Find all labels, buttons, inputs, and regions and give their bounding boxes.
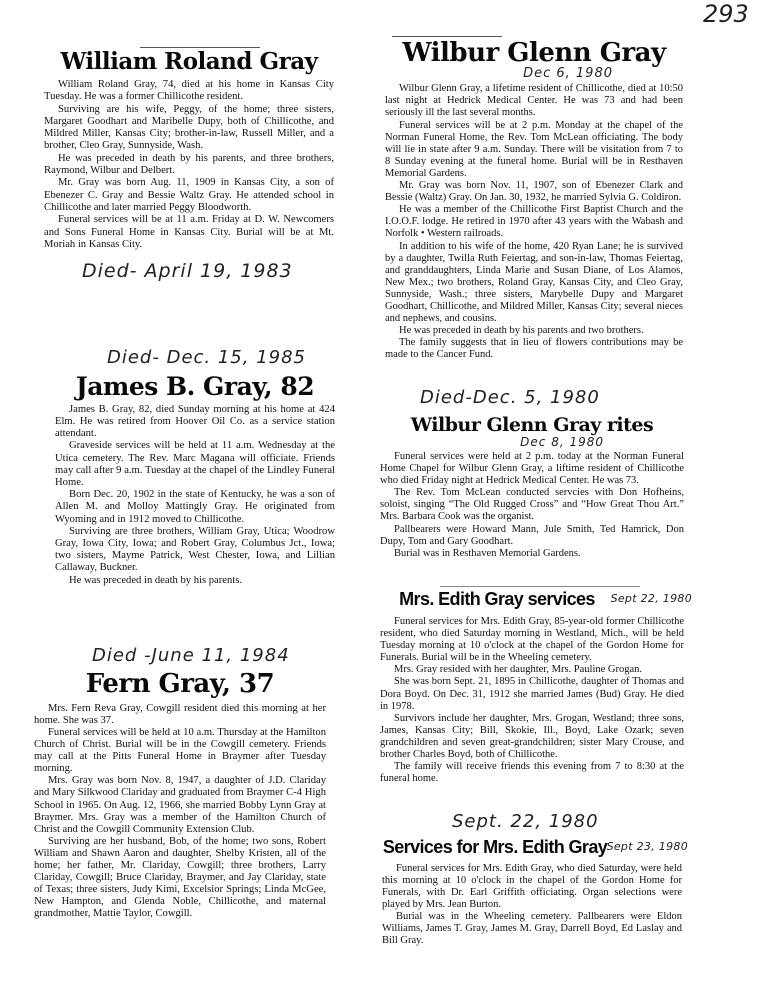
handwritten-date: Sept 22, 1980 (610, 592, 692, 605)
handwritten-death-date: Died- April 19, 1983 (82, 260, 293, 283)
article-body (382, 863, 682, 948)
paragraph: Mr. Gray was born Aug. 11, 1909 in Kansas City, a son of Ebenezer C. Gray and Bessie Waltz Gray. He attended school in Chillicothe and later married Peggy Bloodworth. (44, 177, 334, 213)
headline: Fern Gray, 37 (85, 668, 275, 699)
paragraph: Funeral services were held at 2 p.m. today at the Norman Funeral Home Chapel for Wilbur Glenn Gray, a liftime resident of Chillicothe who died Friday night at Hedrick Medical Center. He was 73. (380, 450, 684, 487)
paragraph: Mrs. Fern Reva Gray, Cowgill resident died this morning at her home. She was 37. (34, 702, 326, 726)
clipping-wilbur-glenn-gray (385, 40, 683, 361)
article-body (34, 703, 326, 921)
handwritten-date: Sept 23, 1980 (606, 839, 688, 853)
paragraph: She was born Sept. 21, 1895 in Chillicothe, daughter of Thomas and Dora Boyd. On Dec. 31, 1912 she married James (Bud) Gray. He died in 1978. (380, 676, 684, 712)
paragraph: Pallbearers were Howard Mann, Jule Smith, Ted Hamrick, Don Dupy, Tom and Gary Goodhart. (380, 523, 684, 547)
paragraph: Funeral services will be at 2 p.m. Monday at the chapel of the Norman Funeral Home, the Rev. Tom McLean officiating. The body will lie in state after 9 a.m. Sunday. There will be visitation from 7 to 8 Sunday evening at the funeral home. Burial will be in Resthaven Memorial Gardens. (385, 119, 683, 179)
paragraph: In addition to his wife of the home, 420 Ryan Lane; he is survived by a daughter, Twilla Ruth Feiertag, and son-in-law, Thomas Feiertag, and granddaughters, Linda Marie and Susan Diane, of Los Alamos, New Mex.; two brothers, Roland Gray, Kansas City, and Cleo Gray, Sunnyside, Wash.; three sisters, Marybelle Dupy and Margaret Goodhart, Chillicothe, and Mildred Miller, Kansas City; several nieces and nephews, and cousins. (385, 240, 683, 325)
paragraph: He was preceded in death by his parents. (69, 574, 242, 586)
handwritten-death-date: Died -June 11, 1984 (92, 645, 290, 666)
paragraph: He was preceded in death by his parents and two brothers. (399, 325, 644, 337)
paragraph: The Rev. Tom McLean conducted servcies with Don Hofheins, soloist, singing “The Old Rugged Cross” and “How Great Thou Art.” Mrs. Barbara Cook was the organist. (380, 487, 684, 523)
rule (440, 586, 640, 587)
paragraph: Mr. Gray was born Nov. 11, 1907, son of Ebenezer Clark and Bessie (Waltz) Gray. On Jan. 30, 1932, he married Sylvia G. Coldiron. (385, 180, 683, 204)
clipping-fern-gray (34, 646, 326, 920)
article-body (385, 83, 683, 361)
paragraph: Funeral services will be held at 10 a.m. Thursday at the Hamilton Church of Christ. Burial will be in the Cowgill cemetery. Friends may call at the Pitts Funeral Home in Braymer after Tuesday morning. (34, 726, 326, 775)
article-body (380, 451, 684, 560)
article-body (44, 79, 334, 251)
article-body (55, 404, 335, 587)
paragraph: William Roland Gray, 74, died at his home in Kansas City Tuesday. He was a former Chillicothe resident. (44, 79, 334, 103)
paragraph: Funeral services for Mrs. Edith Gray, who died Saturday, were held this morning at 10 o'clock in the chapel of the Gordon Home for Funerals, with Dr. Earl Griffith officiating. Organ selections were played by Mrs. Jean Burton. (382, 862, 682, 911)
paragraph: Funeral services for Mrs. Edith Gray, 85-year-old former Chillicothe resident, who died Saturday morning in Westland, Mich., will be held Tuesday morning at 10 o'clock at the chapel of the Gordon Home for Funerals. Burial will be in the Wheeling cemetery. (380, 616, 684, 664)
clipping-services-for-mrs-edith-gray (382, 811, 688, 947)
paragraph: Wilbur Glenn Gray, a lifetime resident of Chillicothe, died at 10:50 last night at Hedrick Medical Center. He was 73 and had been seriously ill the last several months. (385, 83, 683, 119)
paragraph: Born Dec. 20, 1902 in the state of Kentucky, he was a son of Allen M. and Molloy Mattingly Gray. He originated from Wyoming and in 1912 moved to Chillicothe. (55, 489, 335, 525)
paragraph: Surviving are three brothers, William Gray, Utica; Woodrow Gray, Iowa City, Iowa; and Robert Gray, Columbus Jct., Iowa; two sisters, Mayme Patrick, West Chester, Iowa, and Lillian Callaway, Buckner. (55, 525, 335, 574)
headline: Wilbur Glenn Gray (402, 38, 666, 68)
headline: James B. Gray, 82 (75, 371, 315, 401)
page-number: 293 (703, 0, 749, 28)
paragraph: Survivors include her daughter, Mrs. Grogan, Westland; three sons, James, Kansas City; Bill, Skokie, Ill., Boyd, Lake Ozark; seven grandchildren and seven great-grandchildren; sister Mary Crouse, and brother Charles Boyd, both of Chillicothe. (380, 712, 684, 761)
paragraph: Funeral services will be at 11 a.m. Friday at D. W. Newcomers and Sons Funeral Home in Kansas City. Burial will be at Mt. Moriah in Kansas City. (44, 214, 334, 250)
handwritten-date: Dec 8, 1980 (520, 434, 604, 449)
clipping-wilbur-glenn-gray-rites (380, 388, 684, 560)
paragraph: The family suggests that in lieu of flowers contributions may be made to the Cancer Fund. (385, 337, 683, 361)
paragraph: He was preceded in death by his parents, and three brothers, Raymond, Wilbur and Delbert. (44, 152, 334, 177)
paragraph: Mrs. Gray resided with her daughter, Mrs. Pauline Grogan. (394, 664, 643, 676)
paragraph: Surviving are her husband, Bob, of the home; two sons, Robert William and Shawn Aaron and daughter, Shelby Kristen, all of the home; her father, Mr. Clariday, Cowgill; three brothers, Larry Clariday, Cowgill; Bruce Clariday, Braymer, and Jay Clariday, state of Texas; three sisters, Judy Kimi, Excelsior Springs; Linda McGee, New Hampton, and Glenda Noble, Chillicothe, and maternal grandmother, Mattie Taylor, Cowgill. (34, 835, 326, 920)
rule (392, 36, 502, 37)
headline: Wilbur Glenn Gray rites (410, 413, 654, 436)
handwritten-date: Dec 6, 1980 (523, 66, 613, 81)
clipping-james-b-gray (55, 348, 335, 587)
paragraph: The family will receive friends this evening from 7 to 8:30 at the funeral home. (380, 761, 684, 785)
paragraph: James B. Gray, 82, died Sunday morning at his home at 424 Elm. He was retired from Hoover Oil Co. as a service station attendant. (55, 403, 335, 440)
paragraph: Burial was in the Wheeling cemetery. Pallbearers were Eldon Williams, James T. Gray, James M. Gray, Darrell Boyd, Ed Laslay and Bill Gray. (382, 911, 682, 947)
paragraph: Mrs. Gray was born Nov. 8, 1947, a daughter of J.D. Clariday and Mary Silkwood Clariday and graduated from Braymer C-4 High School in 1965. On Aug. 12, 1966, she married Bobby Lynn Gray at Braymer. Mrs. Gray was a member of the Hamilton Church of Christ and the Cowgill Community Extension Club. (34, 775, 326, 835)
paragraph: He was a member of the Chillicothe First Baptist Church and the I.O.O.F. lodge. He retired in 1970 after 43 years with the Wabash and Norfolk • Western railroads. (385, 204, 683, 240)
headline: William Roland Gray (60, 48, 318, 75)
headline: Services for Mrs. Edith Gray (382, 836, 608, 857)
handwritten-death-date: Died-Dec. 5, 1980 (420, 387, 600, 408)
handwritten-death-date: Died- Dec. 15, 1985 (107, 347, 307, 368)
clipping-william-roland-gray (44, 50, 334, 282)
paragraph: Graveside services will be held at 11 a.m. Wednesday at the Utica cemetery. The Rev. Marc Magana will officiate. Friends may call after 9 a.m. Tuesday at the chapel of the Lindley Funeral Home. (55, 440, 335, 489)
paragraph: Surviving are his wife, Peggy, of the home; three sisters, Margaret Goodhart and Maribelle Dupy, both of Chillicothe, and Mildred Miller, Kansas City; brother-in-law, Russell Miller, and a brother, Cleo Gray, Sunnyside, Wash. (44, 103, 334, 152)
headline: Mrs. Edith Gray services (399, 589, 595, 609)
article-body (380, 616, 684, 785)
clipping-mrs-edith-gray-services (380, 589, 692, 785)
paragraph: Burial was in Resthaven Memorial Gardens. (394, 547, 581, 559)
handwritten-date: Sept. 22, 1980 (452, 811, 599, 832)
